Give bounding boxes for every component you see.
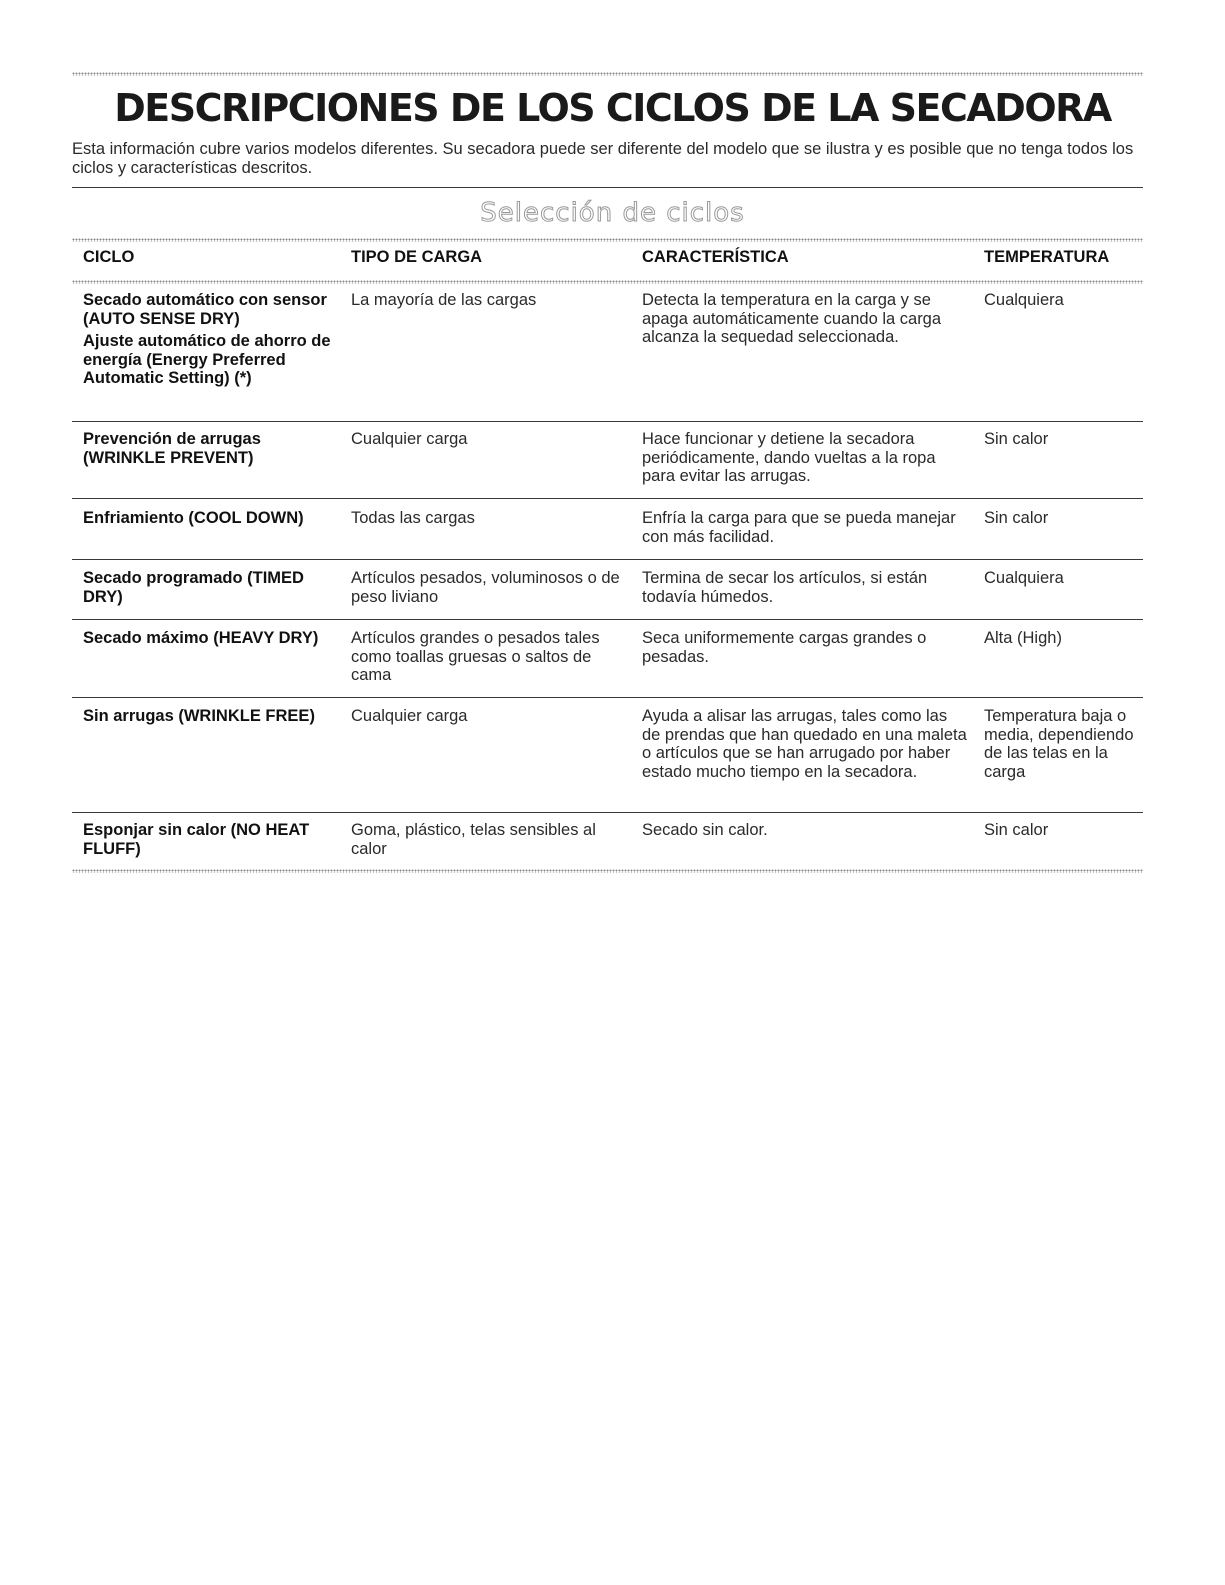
temperature: Cualquiera bbox=[984, 569, 1064, 587]
feature: Ayuda a alisar las arrugas, tales como las de prendas que han quedado en una maleta o artículos que se han arrugado por haber estado mucho tiempo en la secadora. bbox=[642, 707, 967, 781]
load-type: La mayoría de las cargas bbox=[351, 291, 537, 309]
temperature: Sin calor bbox=[984, 430, 1049, 448]
load-type: Artículos pesados, voluminosos o de peso liviano bbox=[351, 569, 620, 606]
temperature: Cualquiera bbox=[984, 291, 1064, 309]
load-type: Todas las cargas bbox=[351, 509, 475, 527]
load-type: Goma, plástico, telas sensibles al calor bbox=[351, 821, 596, 858]
feature: Detecta la temperatura en la carga y se apaga automáticamente cuando la carga alcanza la sequedad seleccionada. bbox=[642, 291, 942, 346]
row-divider bbox=[72, 421, 1143, 422]
header-feature: CARACTERÍSTICA bbox=[642, 248, 789, 266]
row-divider bbox=[72, 619, 1143, 620]
header-temperature: TEMPERATURA bbox=[984, 248, 1110, 266]
table-bottom-dotted-rule bbox=[72, 869, 1143, 873]
feature: Seca uniformemente cargas grandes o pesadas. bbox=[642, 629, 927, 666]
cycle-name: Enfriamiento (COOL DOWN) bbox=[83, 509, 304, 527]
load-type: Cualquier carga bbox=[351, 707, 468, 725]
section-title: Selección de ciclos bbox=[480, 198, 745, 228]
table-top-dotted-rule bbox=[72, 238, 1143, 242]
temperature: Temperatura baja o media, dependiendo de las telas en la carga bbox=[984, 707, 1134, 781]
row-divider bbox=[72, 559, 1143, 560]
cycle-name: Esponjar sin calor (NO HEAT FLUFF) bbox=[83, 821, 310, 858]
row-divider bbox=[72, 812, 1143, 813]
cycle-name-text: Secado automático con sensor (AUTO SENSE DRY) bbox=[83, 291, 327, 328]
top-dotted-rule bbox=[72, 72, 1143, 76]
temperature: Alta (High) bbox=[984, 629, 1062, 647]
cycle-name: Sin arrugas (WRINKLE FREE) bbox=[83, 707, 315, 725]
feature: Secado sin calor. bbox=[642, 821, 768, 839]
feature: Termina de secar los artículos, si están todavía húmedos. bbox=[642, 569, 928, 606]
intro-divider bbox=[72, 187, 1143, 188]
cycle-name bbox=[83, 291, 333, 388]
cycle-name: Secado programado (TIMED DRY) bbox=[83, 569, 304, 606]
row-divider bbox=[72, 498, 1143, 499]
temperature: Sin calor bbox=[984, 509, 1049, 527]
feature: Enfría la carga para que se pueda manejar con más facilidad. bbox=[642, 509, 956, 546]
load-type: Cualquier carga bbox=[351, 430, 468, 448]
temperature: Sin calor bbox=[984, 821, 1049, 839]
header-load-type: TIPO DE CARGA bbox=[351, 248, 483, 266]
header-bottom-dotted-rule bbox=[72, 280, 1143, 284]
load-type: Artículos grandes o pesados tales como toallas gruesas o saltos de cama bbox=[351, 629, 600, 684]
row-divider bbox=[72, 697, 1143, 698]
cycle-name: Secado máximo (HEAVY DRY) bbox=[83, 629, 319, 647]
feature: Hace funcionar y detiene la secadora periódicamente, dando vueltas a la ropa para evitar las arrugas. bbox=[642, 430, 936, 485]
intro-paragraph: Esta información cubre varios modelos diferentes. Su secadora puede ser diferente del modelo que se ilustra y es posible que no tenga todos los ciclos y características descritos. bbox=[72, 140, 1134, 177]
header-cycle: CICLO bbox=[83, 248, 135, 266]
cycle-name: Prevención de arrugas (WRINKLE PREVENT) bbox=[83, 430, 261, 467]
page-title: DESCRIPCIONES DE LOS CICLOS DE LA SECADORA bbox=[114, 86, 1111, 130]
cycle-name-subtext: Ajuste automático de ahorro de energía (Energy Preferred Automatic Setting) (*) bbox=[83, 332, 331, 387]
